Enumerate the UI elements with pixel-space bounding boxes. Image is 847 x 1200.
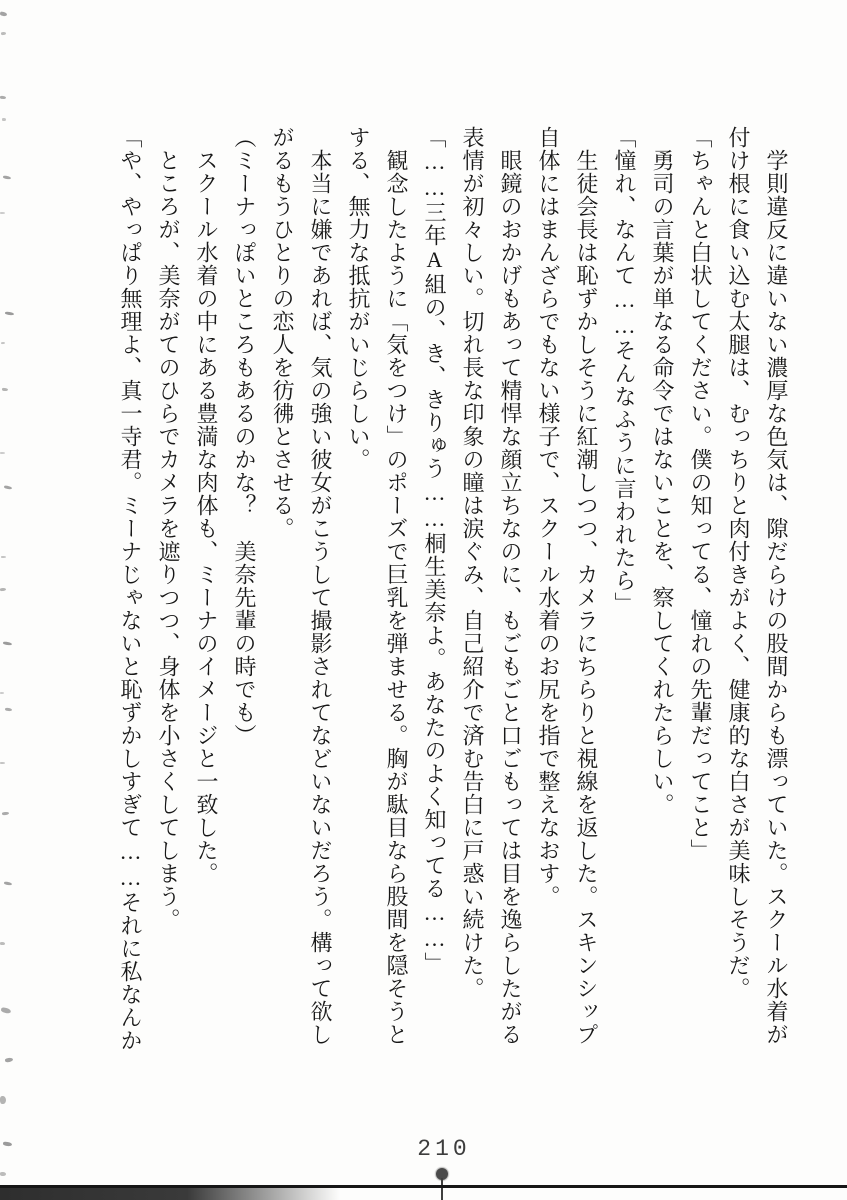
scan-speck bbox=[0, 1172, 6, 1176]
text-line: 自体にはまんざらでもない様子で、スクール水着のお尻を指で整えなおす。 bbox=[536, 126, 561, 908]
scan-speck bbox=[2, 118, 6, 121]
page-number: 210 bbox=[417, 1136, 471, 1162]
scan-speck bbox=[0, 762, 5, 764]
scan-speck bbox=[0, 588, 6, 592]
text-line: 生徒会長は恥ずかしそうに紅潮しつつ、カメラにちらりと視線を返した。スキンシップ bbox=[574, 149, 599, 1046]
scan-speck bbox=[5, 708, 12, 712]
text-line: 本当に嫌であれば、気の強い彼女がこうして撮影されてなどいないだろう。構って欲し bbox=[308, 149, 333, 1046]
scan-speck bbox=[1, 342, 5, 344]
scan-speck bbox=[1, 556, 6, 558]
text-line: スクール水着の中にある豊満な肉体も、ミーナのイメージと一致した。 bbox=[194, 149, 219, 885]
scan-speck bbox=[0, 11, 7, 16]
footer-tick-line bbox=[441, 1178, 443, 1200]
text-line: 表情が初々しい。切れ長な印象の瞳は涙ぐみ、自己紹介で済む告白に戸惑い続けた。 bbox=[460, 126, 485, 1000]
text-line: する、無力な抵抗がいじらしい。 bbox=[346, 126, 371, 471]
scan-speck bbox=[5, 311, 14, 315]
scan-speck bbox=[4, 881, 12, 885]
text-line: 眼鏡のおかげもあって精悍な顔立ちなのに、もごもごと口ごもっては目を逸らしたがる bbox=[498, 149, 523, 1046]
text-line: 学則違反に違いない濃厚な色気は、隙だらけの股間からも漂っていた。スクール水着が bbox=[764, 149, 789, 1046]
text-line: 「や、やっぱり無理よ、真一寺君。ミーナじゃないと恥ずかしすぎて……それに私なんか bbox=[118, 126, 143, 1052]
text-line: 「憧れ、なんて……そんなふうに言われたら」 bbox=[612, 126, 637, 615]
text-line: ところが、美奈がてのひらでカメラを遮りつつ、身体を小さくしてしまう。 bbox=[156, 149, 181, 931]
page-text bbox=[111, 126, 795, 1066]
text-line: 「ちゃんと白状してください。僕の知ってる、憧れの先輩だってこと」 bbox=[688, 126, 713, 862]
scan-speck bbox=[2, 812, 9, 816]
scan-speck bbox=[0, 692, 4, 694]
scan-speck bbox=[1, 32, 6, 36]
scan-speck bbox=[1, 1007, 12, 1014]
text-line: 観念したように「気をつけ」のポーズで巨乳を弾ませる。胸が駄目なら股間を隠そうと bbox=[384, 149, 409, 1046]
scan-speck bbox=[3, 175, 11, 179]
scan-speck bbox=[5, 1057, 14, 1062]
scan-speck bbox=[4, 485, 12, 490]
text-line: がるもうひとりの恋人を彷彿とさせる。 bbox=[270, 126, 295, 540]
scan-speck bbox=[0, 942, 5, 945]
scan-speck bbox=[2, 388, 8, 391]
text-line: 付け根に食い込む太腿は、むっちりと肉付きがよく、健康的な白さが美味しそうだ。 bbox=[726, 126, 751, 1000]
text-line: 「……三年A組の、き、きりゅう……桐生美奈よ。あなたのよく知ってる……」 bbox=[422, 126, 447, 975]
text-line: 勇司の言葉が単なる命令ではないことを、察してくれたらしい。 bbox=[650, 149, 675, 816]
scan-speck bbox=[3, 641, 12, 645]
scan-speck bbox=[0, 212, 5, 214]
text-line: （ミーナっぽいところもあるのかな？ 美奈先輩の時でも） bbox=[232, 126, 257, 747]
scan-speck bbox=[3, 1141, 12, 1146]
scan-speck bbox=[0, 1096, 6, 1104]
scan-speck bbox=[0, 452, 5, 454]
scan-smudge-bottom-left bbox=[0, 1188, 340, 1200]
scan-speck bbox=[0, 96, 6, 100]
